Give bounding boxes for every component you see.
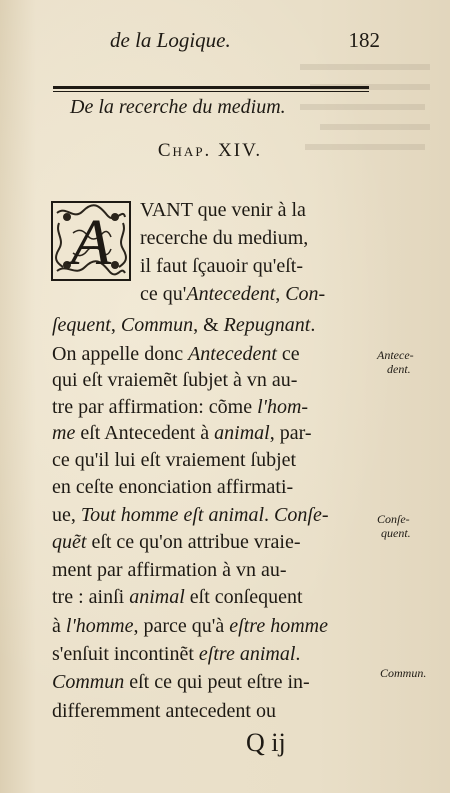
- italic-term: Conſe-: [274, 504, 329, 526]
- italic-term: Commun: [52, 671, 125, 693]
- italic-term: animal: [214, 422, 270, 444]
- italic-term: ſequent: [52, 314, 111, 336]
- text-run: tre par affirmation: cõme: [52, 396, 258, 418]
- text-run: eſt Antecedent à: [75, 422, 215, 444]
- text-run: à: [52, 615, 66, 637]
- section-title: De la recerche du medium.: [70, 96, 286, 118]
- margin-note-commun: [380, 666, 426, 680]
- text-line: [52, 342, 300, 366]
- page-number: 182: [348, 28, 380, 52]
- margin-note-line: Conſe-: [377, 512, 410, 526]
- italic-term: l'homme: [65, 615, 134, 637]
- text-line: [52, 313, 315, 337]
- italic-term: l'hom-: [257, 396, 309, 418]
- text-run: .: [310, 314, 316, 336]
- text-line: [52, 395, 308, 419]
- text-line: [140, 254, 303, 278]
- text-run: differemment antecedent ou: [52, 700, 276, 722]
- text-run: qui eſt vraiemẽt ſubjet à vn au-: [52, 369, 298, 391]
- text-line: [52, 670, 310, 694]
- italic-term: Tout homme eſt animal: [80, 504, 265, 526]
- show-through-bleed: [300, 60, 440, 204]
- italic-term: Antecedent: [186, 283, 276, 305]
- text-run: ment par affirmation à vn au-: [52, 559, 287, 581]
- text-run: On appelle donc: [52, 343, 189, 365]
- text-run: eſt ce qu'on attribue vraie-: [86, 531, 301, 553]
- text-run: en ceſte enonciation affirmati-: [52, 476, 294, 498]
- text-run: .: [264, 504, 275, 526]
- text-line: [52, 448, 296, 472]
- text-run: ue,: [52, 504, 81, 526]
- margin-note-consequent: [377, 512, 411, 540]
- text-run: recerche du medium,: [140, 227, 309, 249]
- text-line: [52, 614, 328, 638]
- text-run: , par-: [269, 422, 312, 444]
- drop-cap-letter: A: [70, 206, 112, 279]
- text-line: [52, 368, 297, 392]
- signature-mark: Q ij: [246, 728, 286, 757]
- text-line: [52, 421, 312, 445]
- margin-note-line: quent.: [381, 526, 411, 540]
- text-line: [52, 699, 276, 723]
- text-line: [140, 198, 306, 222]
- text-run: ,: [110, 314, 121, 336]
- text-line: [52, 475, 293, 499]
- margin-note-line: Antece-: [377, 348, 414, 362]
- italic-term: Con-: [285, 283, 326, 305]
- italic-term: Commun: [120, 314, 194, 336]
- text-line: [140, 226, 308, 250]
- italic-term: quẽt: [52, 531, 87, 553]
- text-line: [52, 585, 303, 609]
- text-run: ce: [276, 343, 300, 365]
- text-run: .: [295, 643, 301, 665]
- italic-term: Antecedent: [188, 343, 277, 365]
- text-line: [52, 530, 301, 554]
- text-run: ,: [275, 283, 286, 305]
- show-through-marks: [300, 60, 440, 200]
- text-run: ce qu': [140, 283, 187, 305]
- text-line: [140, 282, 325, 306]
- text-run: s'enſuit incontinẽt: [52, 643, 199, 665]
- text-run: VANT que venir à la: [140, 199, 306, 221]
- chapter-heading: Chap. XIV.: [157, 140, 263, 161]
- text-run: , parce qu'à: [133, 615, 230, 637]
- text-run: ce qu'il lui eſt vraiement ſubjet: [52, 449, 297, 471]
- text-run: eſt ce qui peut eſtre in-: [124, 671, 310, 693]
- italic-term: eſtre animal: [198, 643, 296, 665]
- margin-note-antecedent: [377, 348, 414, 376]
- drop-cap: [51, 201, 131, 281]
- margin-note-line: Commun.: [380, 666, 427, 680]
- header-rule-thin: [53, 91, 369, 92]
- italic-term: animal: [129, 586, 185, 608]
- text-line: [52, 503, 328, 527]
- italic-term: eſtre homme: [229, 615, 328, 637]
- header-rule-thick: [53, 86, 369, 89]
- text-run: il faut ſçauoir qu'eſt-: [140, 255, 303, 277]
- text-line: [52, 558, 287, 582]
- text-run: tre : ainſi: [52, 586, 130, 608]
- text-line: [52, 642, 300, 666]
- margin-note-line: dent.: [387, 362, 411, 376]
- running-head: [110, 28, 380, 58]
- italic-term: me: [52, 422, 76, 444]
- text-run: , &: [193, 314, 224, 336]
- italic-term: Repugnant: [223, 314, 311, 336]
- running-head-title: de la Logique.: [110, 28, 231, 52]
- text-run: eſt conſequent: [184, 586, 303, 608]
